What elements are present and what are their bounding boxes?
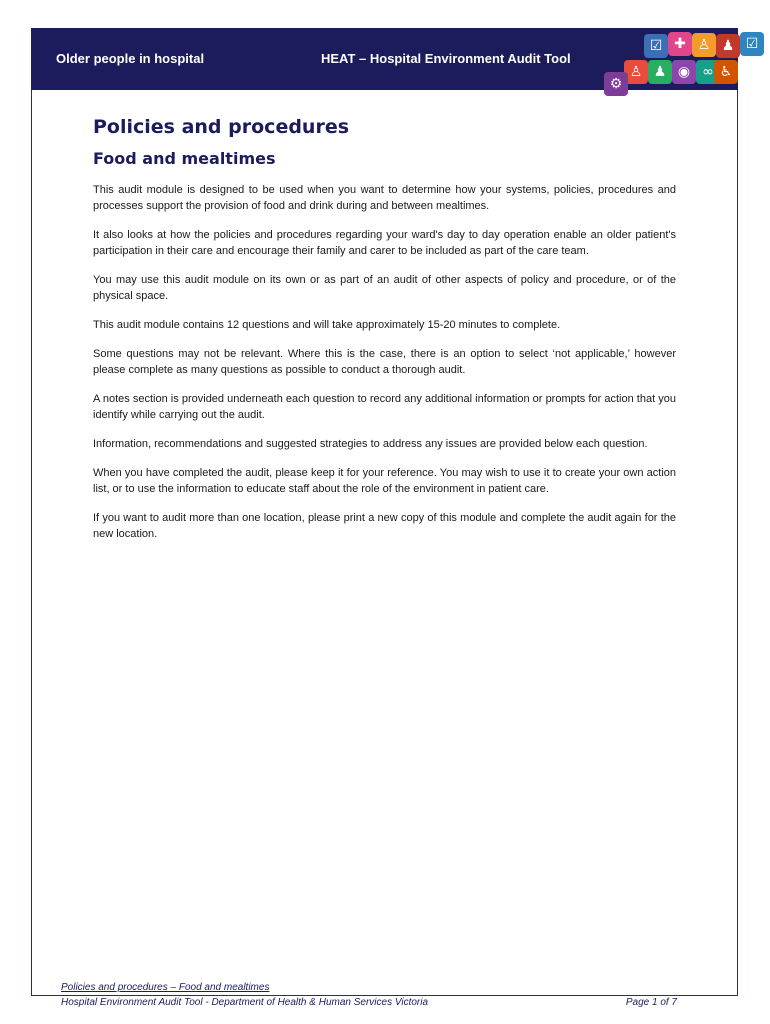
header-right-title: HEAT – Hospital Environment Audit Tool [321, 51, 571, 66]
paragraph: If you want to audit more than one location, please print a new copy of this module and complete the audit again for the new location. [93, 512, 676, 540]
main-content [93, 116, 676, 542]
paragraph: This audit module contains 12 questions and will take approximately 15-20 minutes to complete. [93, 319, 561, 331]
person-icon: ♙ [624, 60, 648, 84]
paragraph: It also looks at how the policies and procedures regarding your ward's day to day operation enable an older patient's participation in their care and encourage their family and carer to be included as part of the care team. [93, 229, 676, 257]
page-number: Page 1 of 7 [625, 997, 677, 1008]
gear-icon: ⚙ [604, 72, 628, 96]
person-icon: ♟ [648, 60, 672, 84]
person-icon: ♟ [716, 34, 740, 58]
check-icon: ☑ [740, 32, 764, 56]
paragraph: Some questions may not be relevant. Where this is the case, there is an option to select ‘not applicable,’ however please complete as many questions as possible to conduct a thorough audit. [93, 348, 676, 376]
footer-publisher [61, 997, 691, 1008]
paragraph: Information, recommendations and suggested strategies to address any issues are provided below each question. [93, 438, 648, 450]
eye-icon: ◉ [672, 60, 696, 84]
people-icon: ♙ [692, 33, 716, 57]
check-icon: ☑ [644, 34, 668, 58]
glasses-icon: ∞ [696, 60, 720, 84]
bandage-icon: ✚ [668, 32, 692, 56]
footer-section-title [61, 982, 691, 993]
paragraph: A notes section is provided underneath each question to record any additional information or prompts for action that you identify while carrying out the audit. [93, 393, 676, 421]
header-banner [31, 28, 759, 92]
page-subtitle: Food and mealtimes [93, 149, 276, 168]
page-title: Policies and procedures [93, 116, 350, 138]
header-left-title: Older people in hospital [56, 51, 205, 66]
footer-section-label: Policies and procedures – Food and mealtimes [61, 982, 270, 993]
paragraph: When you have completed the audit, please keep it for your reference. You may wish to use it to create your own action list, or to use the information to educate staff about the role of the environment in patient care. [93, 467, 676, 495]
logo-tiles [604, 30, 759, 92]
paragraph: You may use this audit module on its own or as part of an audit of other aspects of policy and procedure, or of the physical space. [93, 274, 676, 302]
footer-publisher-label: Hospital Environment Audit Tool - Department of Health & Human Services Victoria [61, 997, 429, 1008]
wheelchair-icon: ♿ [714, 60, 738, 84]
intro-paragraph: This audit module is designed to be used when you want to determine how your systems, policies, procedures and processes support the provision of food and drink during and between mealtimes. [93, 184, 676, 212]
